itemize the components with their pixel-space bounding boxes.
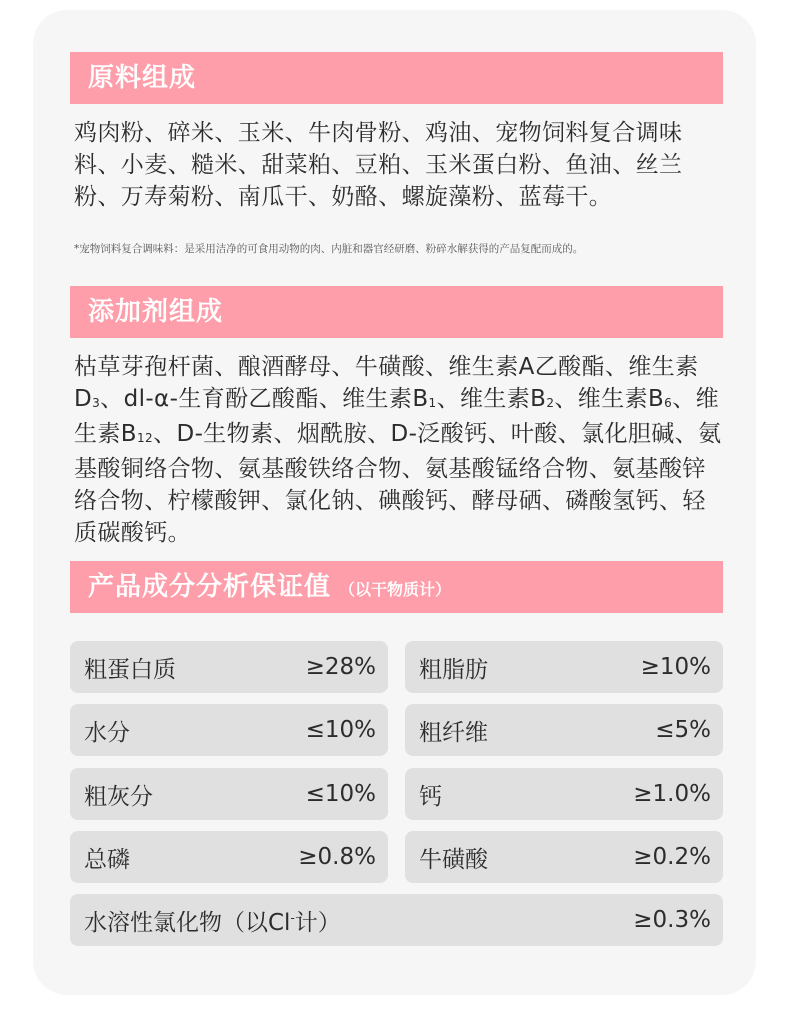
analysis-label: 粗纤维 bbox=[419, 719, 488, 746]
label-text: 水溶性氯化物（以Cl bbox=[84, 909, 291, 936]
analysis-label: 钙 bbox=[419, 783, 442, 810]
analysis-value: ≥1.0% bbox=[633, 781, 711, 807]
analysis-label bbox=[84, 904, 341, 937]
analysis-label: 粗蛋白质 bbox=[84, 656, 176, 683]
analysis-header bbox=[70, 561, 723, 613]
additive-text: 、维生素B bbox=[436, 386, 547, 412]
analysis-label: 水分 bbox=[84, 719, 130, 746]
analysis-title: 产品成分分析保证值 bbox=[88, 572, 332, 602]
additive-list bbox=[74, 351, 726, 549]
analysis-label: 粗脂肪 bbox=[419, 656, 488, 683]
additive-text: 、D-生物素、烟酰胺、D-泛酸钙、叶酸、氯化胆碱、氨基酸铜络合物、氨基酸铁络合物、氨基酸锰络合物、氨基酸锌络合物、柠檬酸钾、氯化钠、碘酸钙、酵母硒、磷酸氢钙、轻质碳酸钙。 bbox=[74, 421, 722, 546]
raw-material-list: 鸡肉粉、碎米、玉米、牛肉骨粉、鸡油、宠物饲料复合调味料、小麦、糙米、甜菜粕、豆粕、玉米蛋白粉、鱼油、丝兰粉、万寿菊粉、南瓜干、奶酪、螺旋藻粉、蓝莓干。 bbox=[74, 120, 683, 210]
additive-text: 、dl-α-生育酚乙酸酯、维生素B bbox=[100, 386, 429, 412]
analysis-item bbox=[405, 831, 723, 883]
additive-text: 、维生素B bbox=[554, 386, 665, 412]
additive-text: 、维生素B bbox=[74, 386, 720, 447]
analysis-value: ≥28% bbox=[305, 654, 376, 680]
subscript: 12 bbox=[136, 431, 154, 445]
analysis-value: ≥0.3% bbox=[633, 907, 711, 933]
analysis-item bbox=[70, 641, 388, 693]
raw-material-title: 原料组成 bbox=[88, 63, 197, 93]
superscript: - bbox=[290, 910, 295, 925]
analysis-item bbox=[405, 768, 723, 820]
analysis-label: 总磷 bbox=[84, 846, 130, 873]
analysis-item bbox=[70, 768, 388, 820]
analysis-value: ≥0.8% bbox=[298, 844, 376, 870]
analysis-value: ≤5% bbox=[655, 717, 711, 743]
analysis-value: ≤10% bbox=[305, 781, 376, 807]
analysis-label: 牛磺酸 bbox=[419, 846, 488, 873]
analysis-item bbox=[70, 831, 388, 883]
raw-material-footnote: *宠物饲料复合调味料：是采用洁净的可食用动物的肉、内脏和器官经研磨、粉碎水解获得的产品复配而成的。 bbox=[74, 243, 584, 255]
analysis-item bbox=[70, 704, 388, 756]
analysis-item bbox=[405, 641, 723, 693]
analysis-item-chloride bbox=[70, 894, 723, 946]
raw-material-header bbox=[70, 52, 723, 104]
analysis-value: ≥10% bbox=[640, 654, 711, 680]
subscript: 1 bbox=[428, 396, 437, 410]
label-text: 计） bbox=[294, 909, 341, 936]
additive-header bbox=[70, 286, 723, 338]
subscript: 3 bbox=[92, 396, 101, 410]
subscript: 6 bbox=[664, 396, 673, 410]
analysis-label: 粗灰分 bbox=[84, 783, 153, 810]
additive-title: 添加剂组成 bbox=[88, 297, 224, 327]
analysis-value: ≤10% bbox=[305, 717, 376, 743]
subscript: 2 bbox=[546, 396, 555, 410]
additive-text: 枯草芽孢杆菌、酿酒酵母、牛磺酸、维生素A乙酸酯、维生素D bbox=[74, 354, 699, 412]
analysis-subtitle: （以干物质计） bbox=[339, 580, 452, 599]
analysis-value: ≥0.2% bbox=[633, 844, 711, 870]
analysis-item bbox=[405, 704, 723, 756]
